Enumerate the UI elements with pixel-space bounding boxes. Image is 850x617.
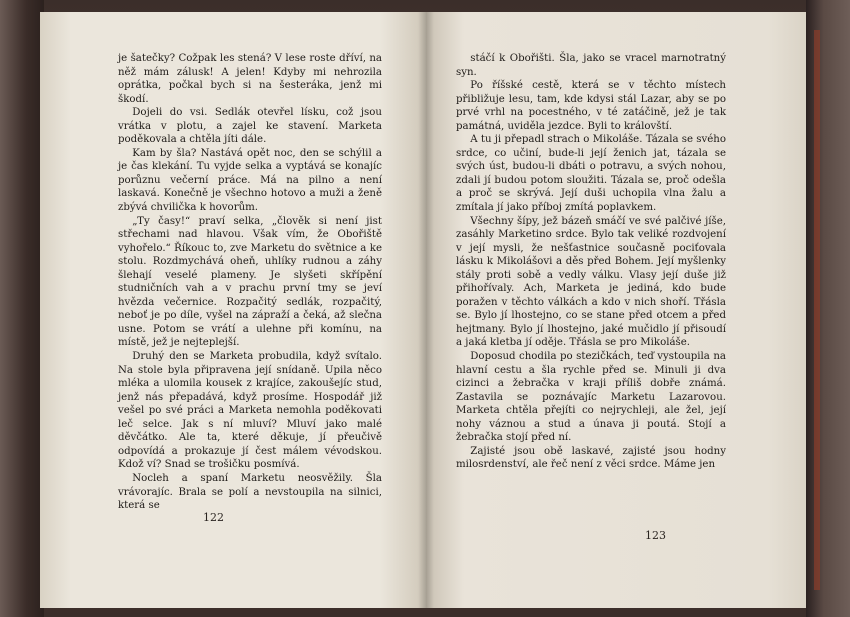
right-page-text [456, 52, 726, 472]
left-page-number: 122 [203, 511, 224, 524]
paragraph: A tu ji přepadl strach o Mikoláše. Tázala se svého srdce, co učiní, bude-li její ženich jat, tázala se svých úst, budou-li dbáti o potravu, a svých nohou, zdali jí budou potom sloužiti. Tázala se, proč odešla a proč se skrývá. Její duši uchopila vlna žalu a zmítala jí jako příboj zmítá poplavkem. [456, 134, 726, 214]
right-page [426, 12, 806, 608]
paragraph: je šatečky? Cožpak les stená? V lese roste dříví, na něž mám zálusk! A jelen! Kdyby mi nehrozila oprátka, počkal bych si na šesteráka, jenž mi škodí. [118, 53, 382, 105]
paragraph: Doposud chodila po stezičkách, teď vystoupila na hlavní cestu a šla rychle před se. Minuli ji dva cizinci a žebračka v kraji příliš dobře známá. Zastavila se poznávajíc Marketu Lazarovou. Marketa chtěla přejíti co nejrychleji, ale žel, její nohy váznou a stud a únava ji poutá. Stojí a žebračka stojí před ní. [456, 351, 726, 444]
book-gutter [418, 12, 434, 608]
left-page [40, 12, 426, 608]
paragraph: stáčí k Obořišti. Šla, jako se vracel marnotratný syn. [456, 53, 726, 78]
paragraph: Všechny šípy, jež bázeň smáčí ve své palčivé jíše, zasáhly Marketino srdce. Bylo tak veliké rozdvojení v její mysli, že nešťastnice současně pociťovala lásku k Mikolášovi a děs před Bohem. Její myšlenky stály proti sobě a vedly válku. Vlasy její duše již přihořívaly. Ach, Marketa je jediná, kdo bude poražen v těchto válkách a kdo v nich shoří. Třásla se. Bylo jí lhostejno, co se stane před otcem a před hejtmany. Bylo jí lhostejno, jaké mučidlo jí přisoudí a jaká kletba jí oděje. Třásla se pro Mikoláše. [456, 215, 726, 349]
book-cover-left [0, 0, 44, 617]
paragraph: Zajisté jsou obě laskavé, zajisté jsou hodny milosrdenství, ale řeč není z věci srdce. Máme jen [456, 445, 726, 471]
right-page-number: 123 [645, 529, 666, 542]
paragraph: Dojeli do vsi. Sedlák otevřel lísku, což jsou vrátka v plotu, a zajel ke stavení. Marketa poděkovala a chtěla jíti dále. [118, 107, 382, 146]
paragraph: Kam by šla? Nastává opět noc, den se schýlil a je čas klekání. Tu vyjde selka a vyptává se konajíc porůznu večerní práce. Má na pilno a není laskavá. Konečně je všechno hotovo a muži a ženě zbývá chvilička k hovorům. [118, 147, 382, 214]
left-page-text [118, 52, 382, 513]
paragraph: Po říšské cestě, která se v těchto místech přibližuje lesu, tam, kde kdysi stál Lazar, aby se po prvé vrhl na pocestného, v té zatáčině, jež je tak památná, uviděla jezdce. Byli to královští. [456, 80, 726, 132]
paragraph: „Ty časy!“ praví selka, „člověk si není jist střechami nad hlavou. Však vím, že Obořiště vyhořelo.“ Říkouc to, zve Marketu do světnice a ke stolu. Rozdmychává oheň, uhlíky rudnou a záhy šlehají veselé plameny. Je slyšeti skřípění studničních vah a v prachu první tmy se jeví hvězda večernice. Rozpačitý sedlák, rozpačitý, neboť je po díle, vyšel na zápraží a čeká, až slečna usne. Potom se vrátí a ulehne při komínu, na místě, jež je nejteplejší. [118, 215, 382, 349]
cover-stripe [814, 30, 820, 590]
paragraph: Druhý den se Marketa probudila, když svítalo. Na stole byla připravena její snídaně. Upila něco mléka a ulomila kousek z krajíce, zakoušejíc stud, jenž nás přepadává, když prosíme. Hospodář již vešel po své práci a Marketa nemohla poděkovati leč selce. Jak s ní mluví? Mluví jako malé děvčátko. Ale ta, které děkuje, jí přeučivě odpovídá a prokazuje jí čest málem vévodskou. Kdož ví? Snad se trošičku posmívá. [118, 351, 382, 471]
book-cover-right [806, 0, 850, 617]
paragraph: Nocleh a spaní Marketu neosvěžily. Šla vrávorajíc. Brala se polí a nevstoupila na silnici, která se [118, 472, 382, 512]
